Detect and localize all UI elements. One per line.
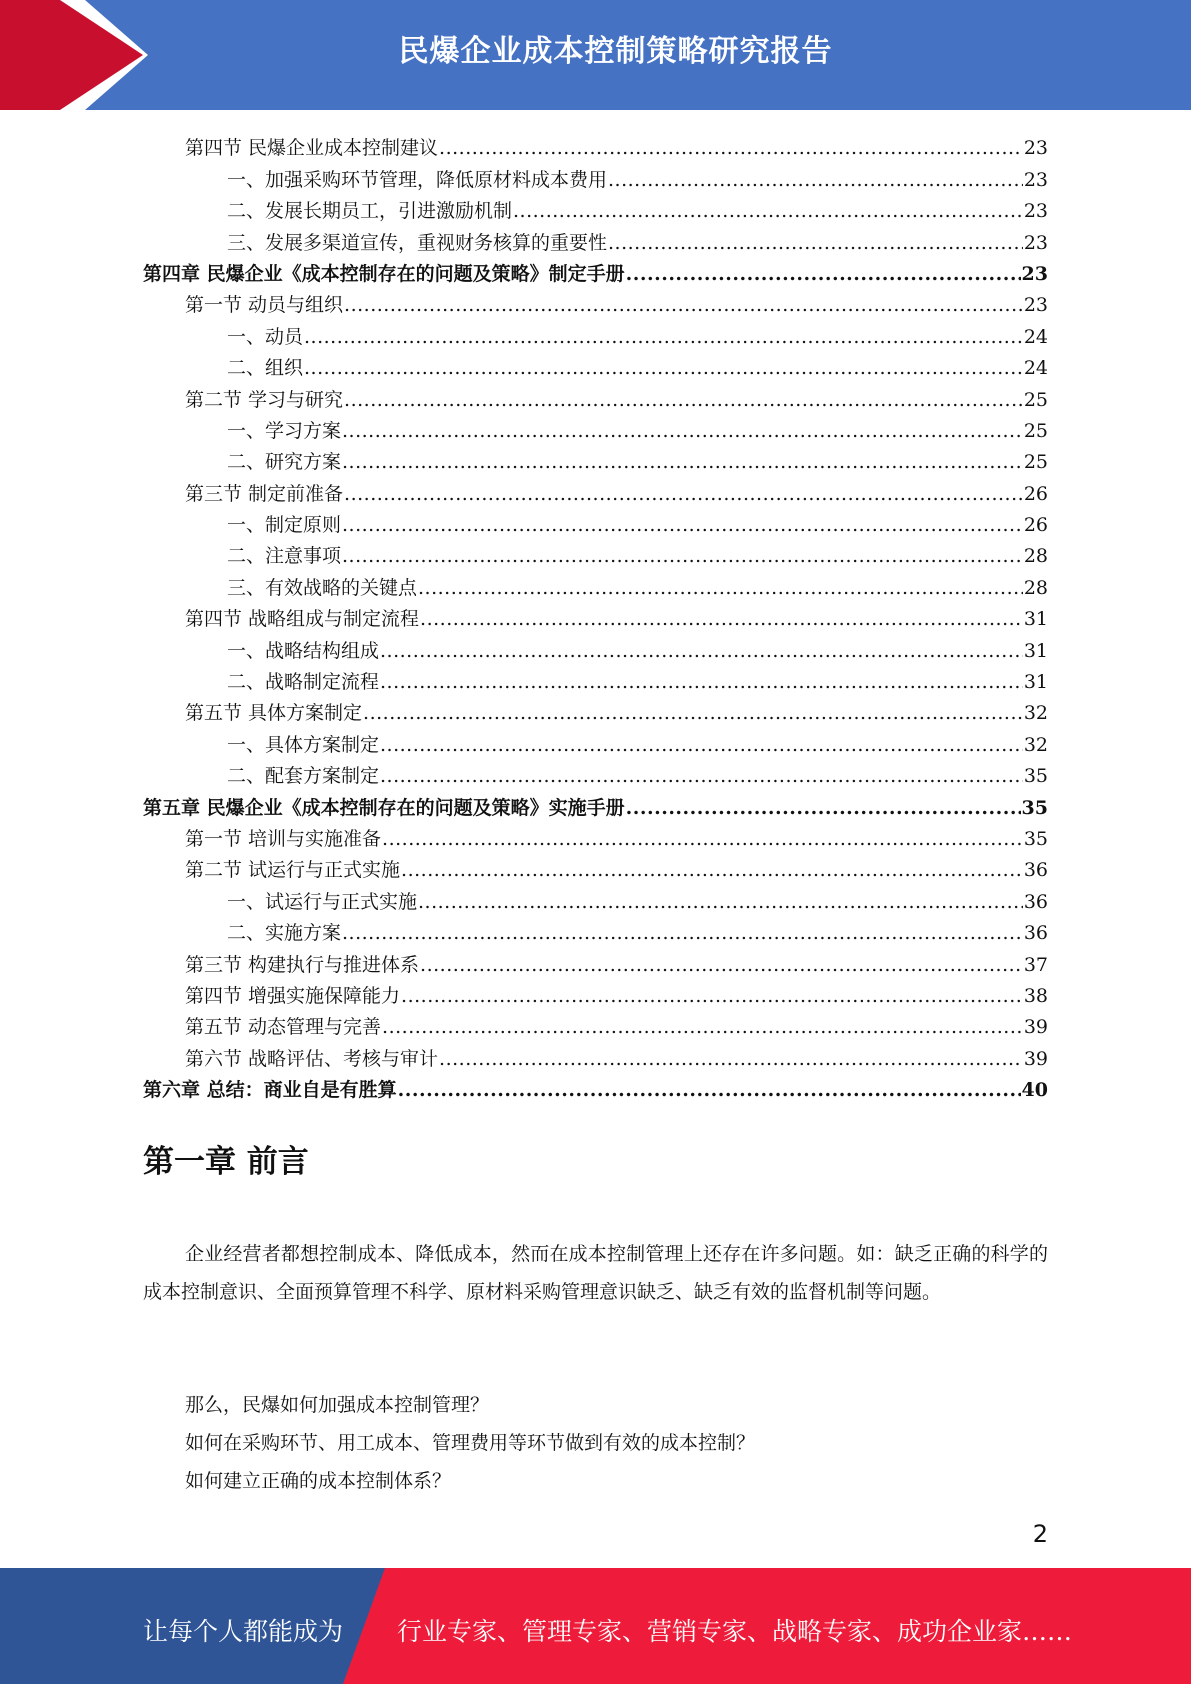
toc-entry-title: 第四节 民爆企业成本控制建议: [185, 137, 439, 160]
toc-entry-title: 第二节 学习与研究: [185, 388, 344, 411]
toc-dot-leader: [608, 231, 1023, 255]
toc-entry[interactable]: [143, 443, 1048, 474]
toc-page-number: 35: [1023, 827, 1048, 850]
toc-dot-leader: [439, 1047, 1023, 1071]
toc-entry[interactable]: [143, 757, 1048, 788]
toc-entry-title: 第三节 构建执行与推进体系: [185, 953, 420, 976]
toc-entry-title: 二、研究方案: [227, 451, 342, 474]
toc-entry-title: 一、动员: [227, 325, 304, 348]
toc-entry[interactable]: [143, 631, 1048, 662]
page-number: 2: [1032, 1520, 1048, 1548]
toc-dot-leader: [398, 1078, 1021, 1102]
toc-dot-leader: [401, 858, 1023, 882]
toc-dot-leader: [420, 953, 1023, 977]
toc-dot-leader: [342, 419, 1023, 443]
toc-page-number: 25: [1023, 419, 1048, 442]
toc-page-number: 37: [1023, 953, 1048, 976]
toc-chapter-entry[interactable]: [143, 788, 1048, 819]
toc-dot-leader: [401, 984, 1023, 1008]
toc-page-number: 23: [1023, 294, 1048, 317]
toc-chapter-entry[interactable]: [143, 255, 1048, 286]
toc-entry-title: 二、发展长期员工，引进激励机制: [227, 200, 513, 223]
toc-entry[interactable]: [143, 568, 1048, 599]
page-header: [0, 0, 1191, 110]
toc-entry[interactable]: [143, 380, 1048, 411]
question-line: 如何在采购环节、用工成本、管理费用等环节做到有效的成本控制？: [185, 1432, 756, 1454]
toc-entry[interactable]: [143, 694, 1048, 725]
toc-entry-title: 三、发展多渠道宣传，重视财务核算的重要性: [227, 231, 608, 254]
toc-entry[interactable]: [143, 317, 1048, 348]
toc-page-number: 26: [1023, 514, 1048, 537]
toc-dot-leader: [380, 733, 1023, 757]
toc-entry-title: 第三节 制定前准备: [185, 482, 344, 505]
toc-entry-title: 二、战略制定流程: [227, 671, 380, 694]
toc-page-number: 40: [1021, 1079, 1048, 1102]
toc-page-number: 25: [1023, 451, 1048, 474]
toc-entry[interactable]: [143, 945, 1048, 976]
toc-entry[interactable]: [143, 223, 1048, 254]
toc-page-number: 38: [1023, 984, 1048, 1007]
toc-entry-title: 第五节 具体方案制定: [185, 702, 363, 725]
toc-dot-leader: [626, 796, 1021, 820]
toc-dot-leader: [382, 827, 1023, 851]
toc-page-number: 36: [1023, 859, 1048, 882]
toc-page-number: 39: [1023, 1016, 1048, 1039]
question-line: 如何建立正确的成本控制体系？: [185, 1470, 452, 1492]
toc-entry[interactable]: [143, 1039, 1048, 1070]
intro-paragraph: 企业经营者都想控制成本、降低成本，然而在成本控制管理上还存在许多问题。如：缺乏正确的科学的成本控制意识、全面预算管理不科学、原材料采购管理意识缺乏、缺乏有效的监督机制等问题。: [143, 1243, 1048, 1303]
toc-entry-title: 第六章 总结：商业自是有胜算: [143, 1079, 397, 1102]
toc-dot-leader: [344, 388, 1023, 412]
toc-page-number: 28: [1023, 545, 1048, 568]
toc-page-number: 23: [1023, 168, 1048, 191]
toc-entry-title: 第五节 动态管理与完善: [185, 1016, 382, 1039]
chapter-heading: 第一章 前言: [143, 1144, 309, 1180]
toc-page-number: 24: [1023, 325, 1048, 348]
toc-page-number: 31: [1023, 671, 1048, 694]
toc-entry[interactable]: [143, 882, 1048, 913]
toc-entry-title: 第二节 试运行与正式实施: [185, 859, 401, 882]
toc-entry-title: 一、具体方案制定: [227, 733, 380, 756]
toc-dot-leader: [344, 293, 1023, 317]
toc-page-number: 26: [1023, 482, 1048, 505]
toc-page-number: 35: [1021, 796, 1048, 819]
toc-dot-leader: [342, 921, 1023, 945]
question-line: 那么，民爆如何加强成本控制管理？: [185, 1394, 490, 1416]
toc-dot-leader: [420, 607, 1023, 631]
toc-entry[interactable]: [143, 349, 1048, 380]
toc-entry-title: 一、战略结构组成: [227, 639, 380, 662]
toc-page-number: 23: [1021, 262, 1048, 285]
toc-entry-title: 一、试运行与正式实施: [227, 890, 418, 913]
toc-dot-leader: [342, 513, 1023, 537]
toc-dot-leader: [439, 136, 1023, 160]
toc-page-number: 32: [1023, 702, 1048, 725]
toc-page-number: 31: [1023, 639, 1048, 662]
toc-dot-leader: [626, 262, 1021, 286]
toc-entry[interactable]: [143, 914, 1048, 945]
toc-page-number: 39: [1023, 1047, 1048, 1070]
toc-dot-leader: [380, 764, 1023, 788]
toc-dot-leader: [380, 639, 1023, 663]
toc-dot-leader: [513, 199, 1023, 223]
toc-dot-leader: [608, 168, 1023, 192]
toc-entry-title: 第四节 战略组成与制定流程: [185, 608, 420, 631]
toc-entry[interactable]: [143, 1008, 1048, 1039]
toc-page-number: 23: [1023, 231, 1048, 254]
toc-entry[interactable]: [143, 474, 1048, 505]
toc-entry[interactable]: [143, 192, 1048, 223]
toc-entry[interactable]: [143, 977, 1048, 1008]
toc-page-number: 32: [1023, 733, 1048, 756]
toc-dot-leader: [418, 576, 1023, 600]
toc-page-number: 25: [1023, 388, 1048, 411]
table-of-contents: [143, 129, 1048, 1102]
toc-entry-title: 一、加强采购环节管理，降低原材料成本费用: [227, 168, 608, 191]
toc-page-number: 36: [1023, 922, 1048, 945]
toc-dot-leader: [304, 325, 1023, 349]
toc-entry-title: 二、注意事项: [227, 545, 342, 568]
toc-entry-title: 第六节 战略评估、考核与审计: [185, 1047, 439, 1070]
toc-entry-title: 二、实施方案: [227, 922, 342, 945]
toc-entry-title: 三、有效战略的关键点: [227, 576, 418, 599]
page-footer: [0, 1568, 1191, 1684]
toc-page-number: 36: [1023, 890, 1048, 913]
toc-dot-leader: [344, 482, 1023, 506]
toc-entry[interactable]: [143, 663, 1048, 694]
toc-dot-leader: [382, 1015, 1023, 1039]
footer-slogan-left: 让每个人都能成为: [143, 1617, 344, 1646]
toc-entry[interactable]: [143, 129, 1048, 160]
toc-entry[interactable]: [143, 506, 1048, 537]
toc-entry[interactable]: [143, 160, 1048, 191]
toc-entry[interactable]: [143, 851, 1048, 882]
toc-entry-title: 第四节 增强实施保障能力: [185, 984, 401, 1007]
toc-entry-title: 二、配套方案制定: [227, 765, 380, 788]
toc-page-number: 31: [1023, 608, 1048, 631]
toc-entry[interactable]: [143, 600, 1048, 631]
toc-dot-leader: [304, 356, 1023, 380]
toc-dot-leader: [380, 670, 1023, 694]
toc-entry-title: 二、组织: [227, 357, 304, 380]
toc-entry-title: 一、制定原则: [227, 514, 342, 537]
toc-page-number: 35: [1023, 765, 1048, 788]
toc-entry-title: 第五章 民爆企业《成本控制存在的问题及策略》实施手册: [143, 796, 625, 819]
toc-page-number: 28: [1023, 576, 1048, 599]
toc-entry[interactable]: [143, 820, 1048, 851]
toc-dot-leader: [342, 450, 1023, 474]
report-title: 民爆企业成本控制策略研究报告: [398, 34, 833, 69]
toc-entry-title: 第一节 培训与实施准备: [185, 827, 382, 850]
toc-entry[interactable]: [143, 412, 1048, 443]
toc-page-number: 23: [1023, 200, 1048, 223]
toc-chapter-entry[interactable]: [143, 1071, 1048, 1102]
toc-entry-title: 一、学习方案: [227, 419, 342, 442]
toc-entry-title: 第四章 民爆企业《成本控制存在的问题及策略》制定手册: [143, 262, 625, 285]
toc-entry[interactable]: [143, 725, 1048, 756]
toc-page-number: 23: [1023, 137, 1048, 160]
toc-entry[interactable]: [143, 286, 1048, 317]
toc-page-number: 24: [1023, 357, 1048, 380]
toc-entry-title: 第一节 动员与组织: [185, 294, 344, 317]
toc-entry[interactable]: [143, 537, 1048, 568]
toc-dot-leader: [418, 890, 1023, 914]
toc-dot-leader: [363, 701, 1023, 725]
footer-slogan-right: 行业专家、管理专家、营销专家、战略专家、成功企业家……: [397, 1617, 1073, 1646]
toc-dot-leader: [342, 544, 1023, 568]
